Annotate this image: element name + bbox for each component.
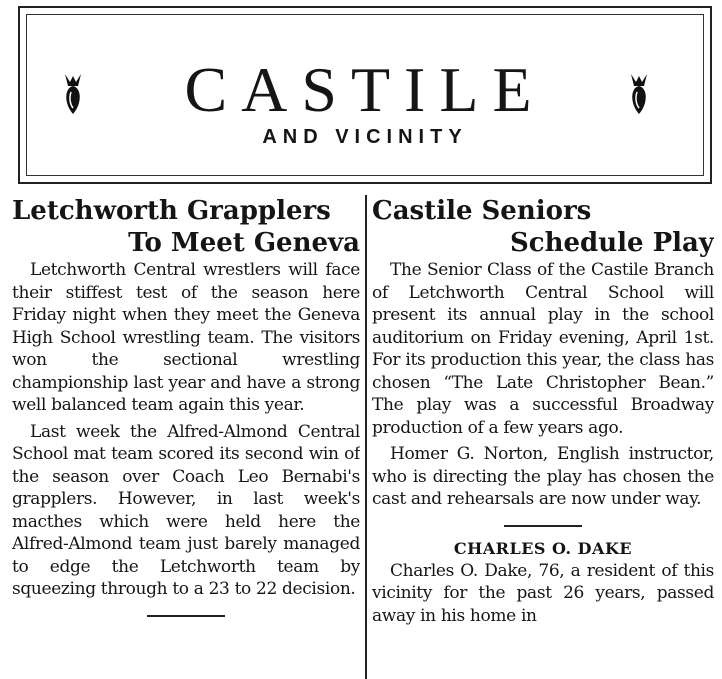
masthead-title: CASTILE bbox=[184, 54, 546, 125]
left-column bbox=[12, 195, 360, 629]
left-headline bbox=[12, 195, 360, 259]
headline-line: Schedule Play bbox=[510, 228, 714, 258]
article-paragraph: Letchworth Central wrestlers will face their stiffest test of the season here Friday night when they meet the Geneva High School wrestling team. The visitors won the sectional wrestling championship last year and have a strong well balanced team again this year. bbox=[12, 260, 360, 415]
article-paragraph: Homer G. Norton, English instructor, who is directing the play has chosen the cast and rehearsals are now under way. bbox=[372, 444, 714, 509]
headline-line: Castile Seniors bbox=[372, 196, 592, 226]
masthead-subtitle: AND VICINITY bbox=[262, 126, 468, 148]
right-article-body bbox=[372, 259, 714, 511]
article-paragraph: Last week the Alfred-Almond Central School mat team scored its second win of the season over Coach Leo Bernabi's grapplers. However, in last week's macthes which were held here the Alfred-Almond team just barely managed to edge the Letchworth team by squeezing through to a 23 to 22 decision. bbox=[12, 421, 360, 599]
obituary-heading: CHARLES O. DAKE bbox=[453, 538, 633, 558]
section-rule bbox=[147, 615, 225, 617]
article-paragraph: The Senior Class of the Castile Branch of Letchworth Central School will present its annual play in the school auditorium on Friday evening, April 1st. For its production this year, the class has chosen “The Late Christopher Bean.” The play was a successful Broadway production of a few years ago. bbox=[372, 260, 714, 438]
obituary-body bbox=[372, 560, 714, 628]
section-rule bbox=[504, 525, 582, 527]
left-article-body bbox=[12, 259, 360, 601]
article-paragraph: Charles O. Dake, 76, a resident of this vicinity for the past 26 years, passed away in his home in bbox=[372, 560, 714, 626]
column-divider bbox=[365, 195, 367, 679]
right-column bbox=[372, 195, 714, 631]
headline-line: To Meet Geneva bbox=[128, 228, 360, 258]
right-headline bbox=[372, 195, 714, 259]
masthead-box bbox=[18, 6, 712, 184]
headline-line: Letchworth Grapplers bbox=[12, 196, 331, 226]
